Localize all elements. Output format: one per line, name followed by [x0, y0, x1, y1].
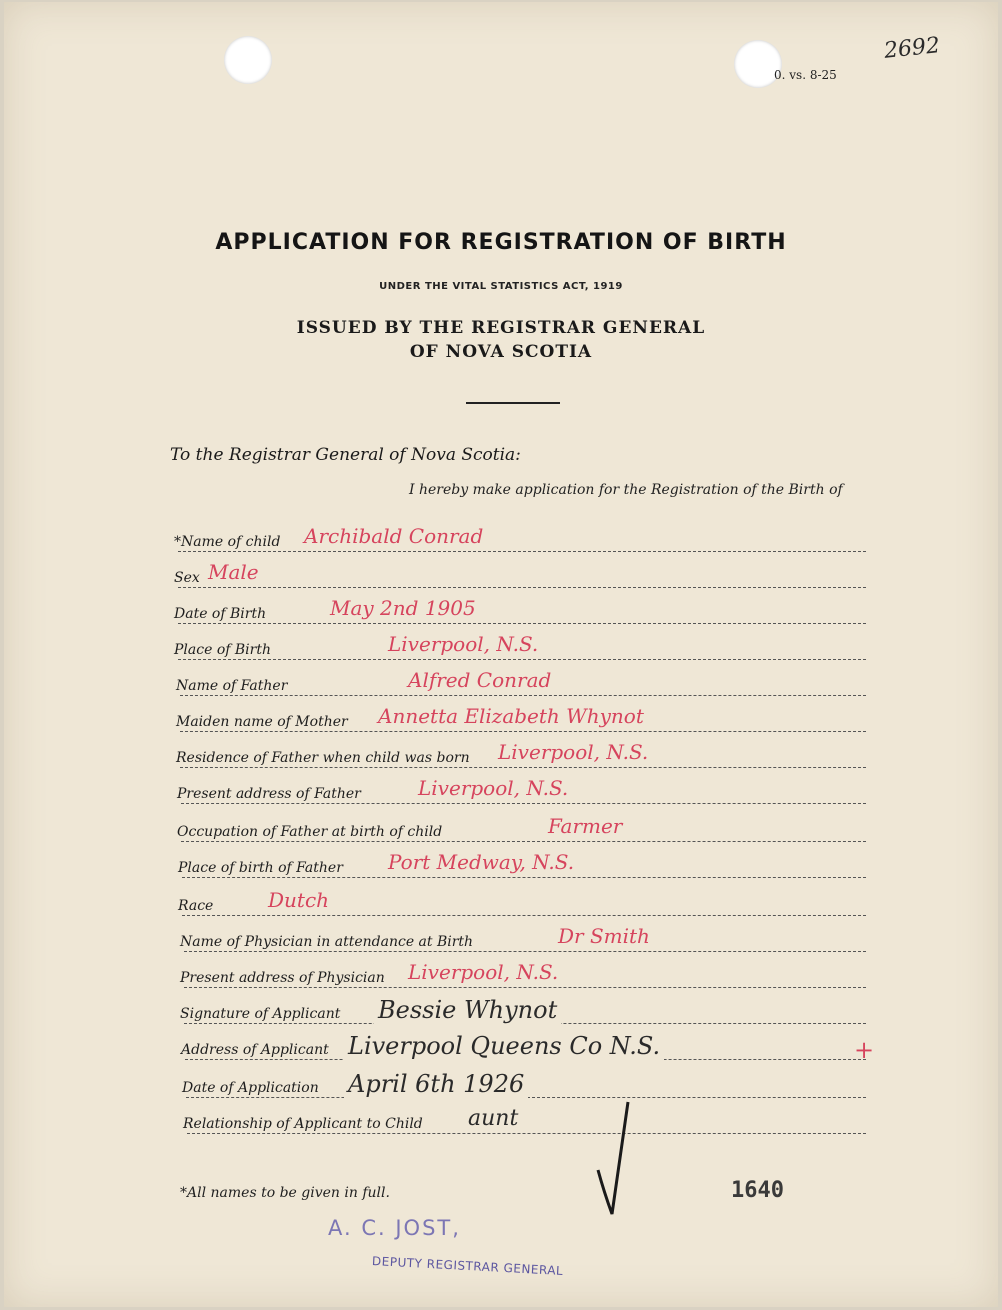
stamp-name: A. C. JOST,	[328, 1216, 461, 1240]
form-row-sex	[4, 560, 998, 590]
field-label: Place of birth of Father	[178, 860, 343, 876]
field-underline	[182, 877, 866, 878]
field-value: Archibald Conrad	[300, 524, 487, 548]
field-value: April 6th 1926	[344, 1070, 528, 1098]
form-row-relationship	[4, 1106, 998, 1136]
field-underline	[184, 951, 866, 952]
field-underline	[178, 587, 866, 588]
form-code: 0. vs. 8-25	[774, 68, 837, 82]
issued-line-1: ISSUED BY THE REGISTRAR GENERAL	[296, 318, 706, 338]
footnote: *All names to be given in full.	[180, 1185, 390, 1201]
field-value: Male	[204, 560, 263, 584]
field-underline	[178, 551, 866, 552]
form-row-name-of-child	[4, 524, 998, 554]
form-row-place-of-birth	[4, 632, 998, 662]
field-label: Race	[178, 898, 214, 914]
form-row-name-of-father	[4, 668, 998, 698]
form-row-date-application	[4, 1070, 998, 1100]
title-divider	[466, 402, 560, 404]
field-label: *Name of child	[174, 534, 281, 550]
field-underline	[180, 767, 866, 768]
field-value: aunt	[464, 1106, 522, 1131]
intro-text: I hereby make application for the Registration of the Birth of	[409, 482, 843, 498]
field-underline	[180, 695, 866, 696]
field-value: Port Medway, N.S.	[384, 850, 578, 874]
field-label: Present address of Physician	[180, 970, 385, 986]
form-row-physician-address	[4, 960, 998, 990]
field-value: Farmer	[544, 814, 626, 838]
stamp-title: DEPUTY REGISTRAR GENERAL	[371, 1254, 564, 1279]
field-label: Date of Application	[182, 1080, 319, 1096]
red-plus-mark: +	[854, 1036, 875, 1064]
field-label: Name of Physician in attendance at Birth	[180, 934, 474, 950]
field-underline	[181, 803, 866, 804]
field-value: Liverpool, N.S.	[414, 776, 572, 800]
act-subtitle: UNDER THE VITAL STATISTICS ACT, 1919	[379, 281, 623, 292]
field-value: Dutch	[264, 888, 333, 912]
form-row-physician	[4, 924, 998, 954]
field-label: Present address of Father	[177, 786, 361, 802]
form-row-applicant-address	[4, 1032, 998, 1062]
form-row-signature	[4, 996, 998, 1026]
field-label: Name of Father	[176, 678, 288, 694]
field-underline	[187, 1133, 866, 1134]
field-label: Residence of Father when child was born	[176, 750, 470, 766]
field-value: Alfred Conrad	[404, 668, 555, 692]
check-mark	[590, 1092, 640, 1222]
issued-line-2: OF NOVA SCOTIA	[409, 342, 593, 362]
field-label: Relationship of Applicant to Child	[183, 1116, 423, 1132]
field-underline	[178, 623, 866, 624]
punch-hole-left	[224, 36, 272, 84]
field-label: Maiden name of Mother	[176, 714, 348, 730]
field-value: Dr Smith	[554, 924, 654, 948]
field-underline	[178, 659, 866, 660]
register-number: 1640	[731, 1178, 784, 1203]
field-underline	[184, 987, 866, 988]
field-underline	[182, 915, 866, 916]
field-label: Occupation of Father at birth of child	[177, 824, 443, 840]
field-label: Address of Applicant	[181, 1042, 329, 1058]
salutation: To the Registrar General of Nova Scotia:	[170, 445, 521, 465]
document-page	[4, 2, 998, 1307]
field-value: Liverpool Queens Co N.S.	[344, 1032, 664, 1060]
field-value: May 2nd 1905	[326, 596, 480, 620]
form-row-race	[4, 888, 998, 918]
field-underline	[180, 731, 866, 732]
form-row-place-birth-father	[4, 850, 998, 880]
document-title: APPLICATION FOR REGISTRATION OF BIRTH	[215, 230, 787, 255]
field-label: Signature of Applicant	[180, 1006, 341, 1022]
form-row-present-address-father	[4, 776, 998, 806]
file-number: 2692	[882, 33, 942, 64]
form-row-residence-father	[4, 740, 998, 770]
field-label: Place of Birth	[174, 642, 271, 658]
field-label: Sex	[174, 570, 200, 586]
field-underline	[181, 841, 866, 842]
field-value: Liverpool, N.S.	[494, 740, 652, 764]
field-value: Bessie Whynot	[374, 996, 561, 1024]
field-value: Annetta Elizabeth Whynot	[374, 704, 648, 728]
field-label: Date of Birth	[174, 606, 267, 622]
field-value: Liverpool, N.S.	[404, 960, 562, 984]
form-row-occupation-father	[4, 814, 998, 844]
form-row-maiden-name-mother	[4, 704, 998, 734]
field-value: Liverpool, N.S.	[384, 632, 542, 656]
form-row-date-of-birth	[4, 596, 998, 626]
